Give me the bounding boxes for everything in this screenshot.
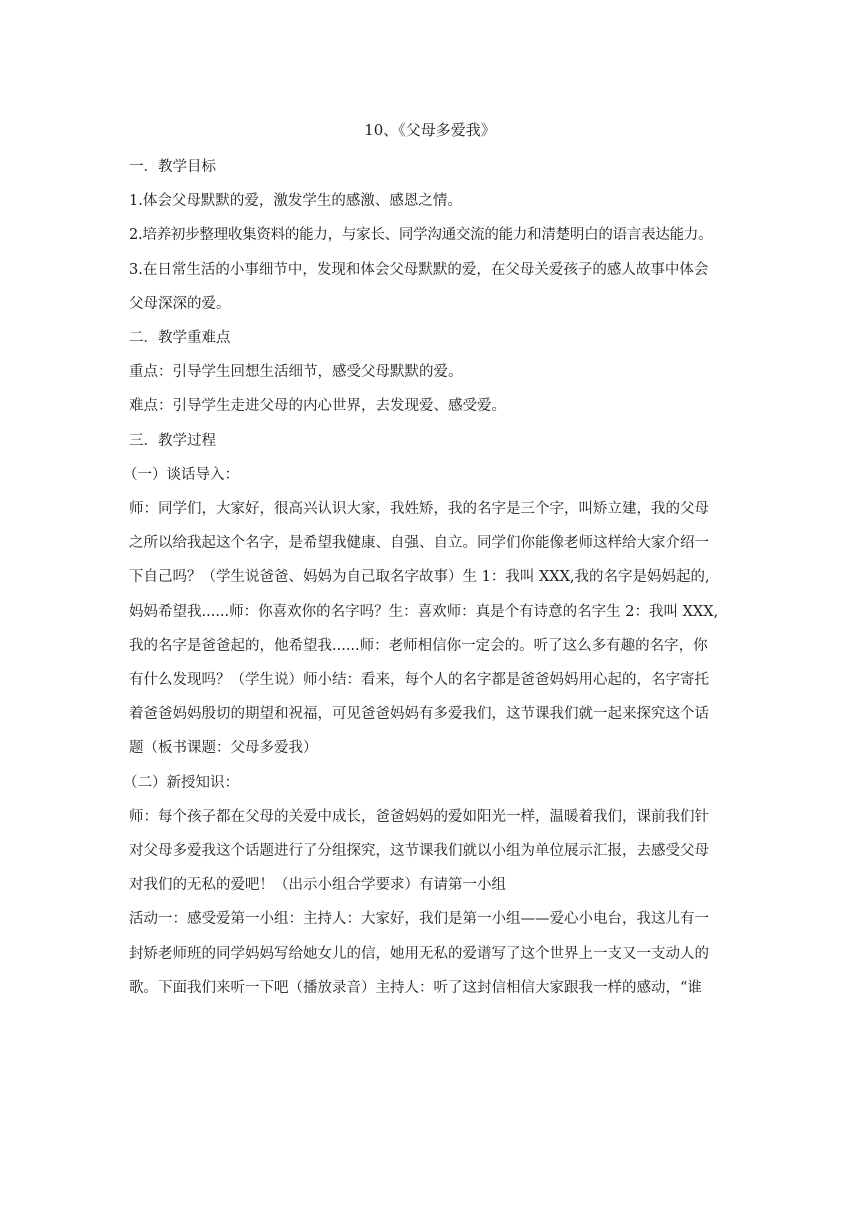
subsection-heading-intro: （一）谈话导入： <box>123 466 239 483</box>
objective-item-3 <box>129 253 735 321</box>
text-line: 对父母多爱我这个话题进行了分组探究，这节课我们就以小组为单位展示汇报，去感受父母 <box>129 843 709 860</box>
text-line: 对我们的无私的爱吧！（出示小组合学要求）有请第一小组 <box>129 877 506 894</box>
text-line: 下自己吗？（学生说爸爸、妈妈为自己取名字故事）生 1：我叫 XXX,我的名字是妈妈起的, <box>129 569 710 586</box>
text-line: 歌。下面我们来听一下吧（播放录音）主持人：听了这封信相信大家跟我一样的感动，“谁 <box>129 979 702 996</box>
document-body <box>123 150 735 1005</box>
text-line: 有什么发现吗？（学生说）师小结：看来，每个人的名字都是爸爸妈妈用心起的，名字寄托 <box>129 672 709 689</box>
key-point: 重点：引导学生回想生活细节，感受父母默默的爱。 <box>129 364 463 381</box>
text-line: 师：同学们，大家好，很高兴认识大家，我姓矫，我的名字是三个字，叫矫立建，我的父母 <box>129 501 709 518</box>
objective-item-2: 2.培养初步整理收集资料的能力，与家长、同学沟通交流的能力和清楚明白的语言表达能力。 <box>129 227 713 244</box>
page-title: 10、《父母多爱我》 <box>364 121 496 139</box>
section-heading-process: 三．教学过程 <box>129 432 216 449</box>
text-line: 我的名字是爸爸起的，他希望我......师：老师相信你一定会的。听了这么多有趣的名字，你 <box>129 637 708 654</box>
text-line: 着爸爸妈妈殷切的期望和祝福，可见爸爸妈妈有多爱我们，这节课我们就一起来探究这个话 <box>129 706 709 723</box>
text-line: 封矫老师班的同学妈妈写给她女儿的信，她用无私的爱谱写了这个世界上一支又一支动人的 <box>129 945 709 962</box>
activity-1-paragraph <box>129 902 735 1005</box>
section-heading-objectives: 一．教学目标 <box>129 159 216 175</box>
intro-paragraph <box>129 492 735 766</box>
text-line: 3.在日常生活的小事细节中，发现和体会父母默默的爱，在父母关爱孩子的感人故事中体会 <box>129 261 709 278</box>
text-line: 父母深深的爱。 <box>129 295 231 312</box>
text-line: 妈妈希望我......师：你喜欢你的名字吗？生：喜欢师：真是个有诗意的名字生 2：我叫 XXX, <box>129 603 719 620</box>
text-line: 之所以给我起这个名字，是希望我健康、自强、自立。同学们你能像老师这样给大家介绍一 <box>129 535 709 552</box>
objective-item-1: 1.体会父母默默的爱，激发学生的感激、感恩之情。 <box>129 193 462 210</box>
subsection-heading-new-knowledge: （二）新授知识： <box>123 774 239 791</box>
difficult-point: 难点：引导学生走进父母的内心世界，去发现爱、感受爱。 <box>129 398 506 415</box>
new-knowledge-paragraph <box>129 800 735 903</box>
text-line: 题（板书课题：父母多爱我） <box>129 740 318 757</box>
text-line: 师：每个孩子都在父母的关爱中成长，爸爸妈妈的爱如阳光一样，温暖着我们，课前我们针 <box>129 808 709 825</box>
section-heading-key-points: 二．教学重难点 <box>129 330 231 347</box>
text-line: 活动一：感受爱第一小组：主持人：大家好，我们是第一小组——爱心小电台，我这儿有一 <box>129 911 709 928</box>
